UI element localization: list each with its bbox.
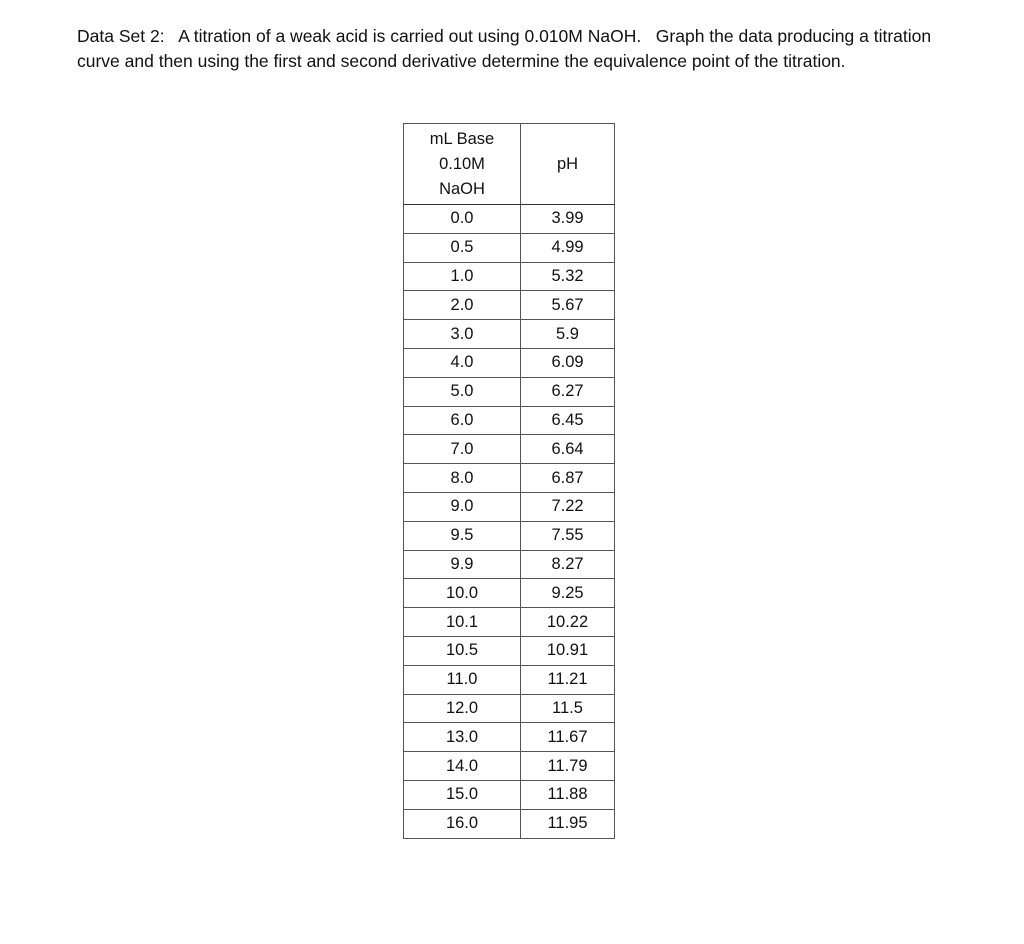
table-row <box>404 435 615 464</box>
ph-cell: 6.27 <box>521 377 615 406</box>
table-row <box>404 665 615 694</box>
ph-cell: 5.9 <box>521 320 615 349</box>
header-ml-base-line-2: 0.10M <box>439 154 485 173</box>
ph-cell: 3.99 <box>521 205 615 234</box>
table-row <box>404 291 615 320</box>
table-row <box>404 348 615 377</box>
table-row <box>404 636 615 665</box>
ph-cell: 8.27 <box>521 550 615 579</box>
ph-cell: 6.87 <box>521 464 615 493</box>
volume-cell: 13.0 <box>404 723 521 752</box>
data-set-label: Data Set 2: <box>77 26 165 46</box>
table-row <box>404 521 615 550</box>
ph-cell: 6.64 <box>521 435 615 464</box>
table-header-row <box>404 124 615 205</box>
volume-cell: 10.0 <box>404 579 521 608</box>
volume-cell: 14.0 <box>404 752 521 781</box>
ph-cell: 11.88 <box>521 780 615 809</box>
sentence-1: A titration of a weak acid is carried out using 0.010M NaOH. <box>178 26 642 46</box>
table-row <box>404 579 615 608</box>
titration-data-table <box>403 123 615 839</box>
ph-cell: 6.45 <box>521 406 615 435</box>
volume-cell: 7.0 <box>404 435 521 464</box>
volume-cell: 0.5 <box>404 233 521 262</box>
volume-cell: 1.0 <box>404 262 521 291</box>
ph-cell: 5.67 <box>521 291 615 320</box>
table-row <box>404 809 615 838</box>
ph-cell: 11.21 <box>521 665 615 694</box>
table-row <box>404 608 615 637</box>
table-row <box>404 377 615 406</box>
volume-cell: 12.0 <box>404 694 521 723</box>
sentence-2: Graph the data producing a titration curve and then using the first and second derivative determine the equivalence point of the titration. <box>77 26 932 71</box>
volume-cell: 11.0 <box>404 665 521 694</box>
volume-cell: 16.0 <box>404 809 521 838</box>
ph-cell: 7.55 <box>521 521 615 550</box>
header-ml-base-line-3: NaOH <box>439 179 485 198</box>
volume-cell: 10.1 <box>404 608 521 637</box>
volume-cell: 9.5 <box>404 521 521 550</box>
volume-cell: 5.0 <box>404 377 521 406</box>
volume-cell: 8.0 <box>404 464 521 493</box>
table-row <box>404 694 615 723</box>
volume-cell: 2.0 <box>404 291 521 320</box>
header-ml-base-line-1: mL Base <box>429 129 495 148</box>
table-row <box>404 320 615 349</box>
ph-cell: 11.67 <box>521 723 615 752</box>
volume-cell: 10.5 <box>404 636 521 665</box>
ph-cell: 9.25 <box>521 579 615 608</box>
table-row <box>404 262 615 291</box>
ph-cell: 10.22 <box>521 608 615 637</box>
volume-cell: 15.0 <box>404 780 521 809</box>
table-row <box>404 780 615 809</box>
ph-cell: 4.99 <box>521 233 615 262</box>
table-row <box>404 550 615 579</box>
problem-statement <box>77 24 967 74</box>
ph-cell: 5.32 <box>521 262 615 291</box>
ph-cell: 11.5 <box>521 694 615 723</box>
volume-cell: 4.0 <box>404 348 521 377</box>
table-row <box>404 233 615 262</box>
table-row <box>404 752 615 781</box>
table-row <box>404 406 615 435</box>
ph-cell: 10.91 <box>521 636 615 665</box>
ph-cell: 6.09 <box>521 348 615 377</box>
volume-cell: 0.0 <box>404 205 521 234</box>
table-row <box>404 492 615 521</box>
table-row <box>404 205 615 234</box>
header-ph: pH <box>521 124 615 205</box>
volume-cell: 6.0 <box>404 406 521 435</box>
table-body <box>404 205 615 839</box>
ph-cell: 11.95 <box>521 809 615 838</box>
ph-cell: 7.22 <box>521 492 615 521</box>
table-row <box>404 723 615 752</box>
volume-cell: 3.0 <box>404 320 521 349</box>
ph-cell: 11.79 <box>521 752 615 781</box>
table-row <box>404 464 615 493</box>
volume-cell: 9.0 <box>404 492 521 521</box>
volume-cell: 9.9 <box>404 550 521 579</box>
header-ml-base <box>404 124 521 205</box>
